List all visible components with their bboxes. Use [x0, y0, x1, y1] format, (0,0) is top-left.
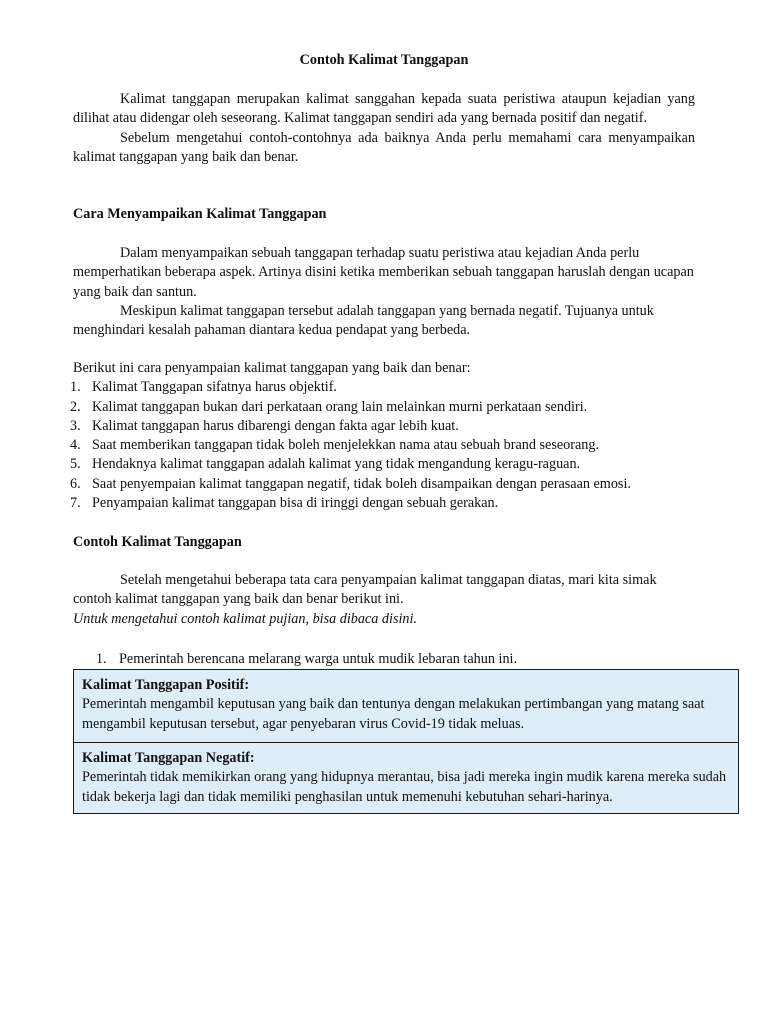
list-item-text: Saat memberikan tanggapan tidak boleh menjelekkan nama atau sebuah brand seseorang. — [92, 437, 600, 454]
list-item-text: Kalimat tanggapan bukan dari perkataan orang lain melainkan murni perkataan sendiri. — [92, 398, 588, 415]
positive-response-label: Kalimat Tanggapan Positif: — [82, 677, 250, 693]
intro-section — [73, 90, 695, 167]
cara-paragraph-1: Dalam menyampaikan sebuah tanggapan terhadap suatu peristiwa atau kejadian Anda perlu memperhatikan beberapa aspek. Artinya disini ketika memberikan sebuah tanggapan haruslah dengan ucapan yang baik dan santun. — [73, 245, 694, 300]
list-item — [70, 417, 695, 436]
intro-paragraph-1: Kalimat tanggapan merupakan kalimat sanggahan kepada suata peristiwa ataupun kejadian yang dilihat atau didengar oleh seseorang. Kalimat tanggapan sendiri ada yang bernada positif dan negatif. — [73, 91, 695, 127]
list-item-number: 3. — [70, 417, 81, 434]
contoh-paragraph: Setelah mengetahui beberapa tata cara penyampaian kalimat tanggapan diatas, mari kita simak contoh kalimat tanggapan yang baik dan benar berikut ini. — [73, 572, 657, 608]
positive-response-cell — [74, 676, 738, 734]
list-item-text: Kalimat Tanggapan sifatnya harus objektif. — [92, 379, 337, 396]
list-item-number: 1. — [70, 379, 81, 396]
example-number: 1. — [96, 651, 107, 667]
list-item — [70, 378, 695, 397]
related-link-text[interactable]: Untuk mengetahui contoh kalimat pujian, bisa dibaca disini. — [73, 610, 418, 627]
list-item — [70, 494, 695, 513]
list-item-number: 5. — [70, 456, 81, 473]
list-item — [70, 475, 695, 494]
list-item-text: Kalimat tanggapan harus dibarengi dengan fakta agar lebih kuat. — [92, 417, 459, 434]
response-table — [73, 669, 739, 814]
list-item-number: 2. — [70, 398, 81, 415]
section-heading-cara: Cara Menyampaikan Kalimat Tanggapan — [73, 206, 327, 222]
list-item — [70, 436, 695, 455]
list-item — [70, 398, 695, 417]
cara-paragraph-2: Meskipun kalimat tanggapan tersebut adalah tanggapan yang bernada negatif. Tujuanya untuk menghindari kesalah pahaman diantara kedua pendapat yang berbeda. — [73, 302, 654, 339]
negative-response-label: Kalimat Tanggapan Negatif: — [82, 750, 255, 766]
section-heading-contoh: Contoh Kalimat Tanggapan — [73, 534, 242, 550]
cara-paragraphs — [73, 244, 695, 340]
list-intro: Berikut ini cara penyampaian kalimat tanggapan yang baik dan benar: — [73, 360, 471, 376]
table-divider — [74, 742, 738, 743]
cara-list — [70, 378, 695, 513]
related-link-note[interactable] — [73, 610, 695, 629]
list-item-text: Saat penyempaian kalimat tanggapan negatif, tidak boleh disampaikan dengan perasaan emosi. — [92, 475, 631, 492]
cara-list-section — [70, 359, 695, 513]
contoh-section — [73, 571, 695, 629]
list-item-number: 6. — [70, 475, 81, 492]
intro-paragraph-2: Sebelum mengetahui contoh-contohnya ada baiknya Anda perlu memahami cara menyampaikan kalimat tanggapan yang baik dan benar. — [73, 129, 695, 165]
negative-response-cell — [74, 749, 738, 807]
list-item — [70, 455, 695, 474]
list-item-text: Hendaknya kalimat tanggapan adalah kalimat yang tidak mengandung keragu-raguan. — [92, 456, 581, 473]
document-title: Contoh Kalimat Tanggapan — [299, 52, 469, 68]
list-item-text: Penyampaian kalimat tanggapan bisa di iringgi dengan sebuah gerakan. — [92, 495, 499, 512]
negative-response-text: Pemerintah tidak memikirkan orang yang hidupnya merantau, bisa jadi mereka ingin mudik karena mereka sudah tidak bekerja lagi dan tidak memiliki penghasilan untuk memenuhi kebutuhan sehari-harinya. — [82, 769, 727, 805]
list-item-number: 7. — [70, 495, 81, 512]
example-text: Pemerintah berencana melarang warga untuk mudik lebaran tahun ini. — [119, 651, 518, 667]
list-item-number: 4. — [70, 437, 81, 454]
positive-response-text: Pemerintah mengambil keputusan yang baik dan tentunya dengan melakukan pertimbangan yang matang saat mengambil keputusan tersebut, agar penyebaran virus Covid-19 tidak meluas. — [82, 696, 705, 732]
